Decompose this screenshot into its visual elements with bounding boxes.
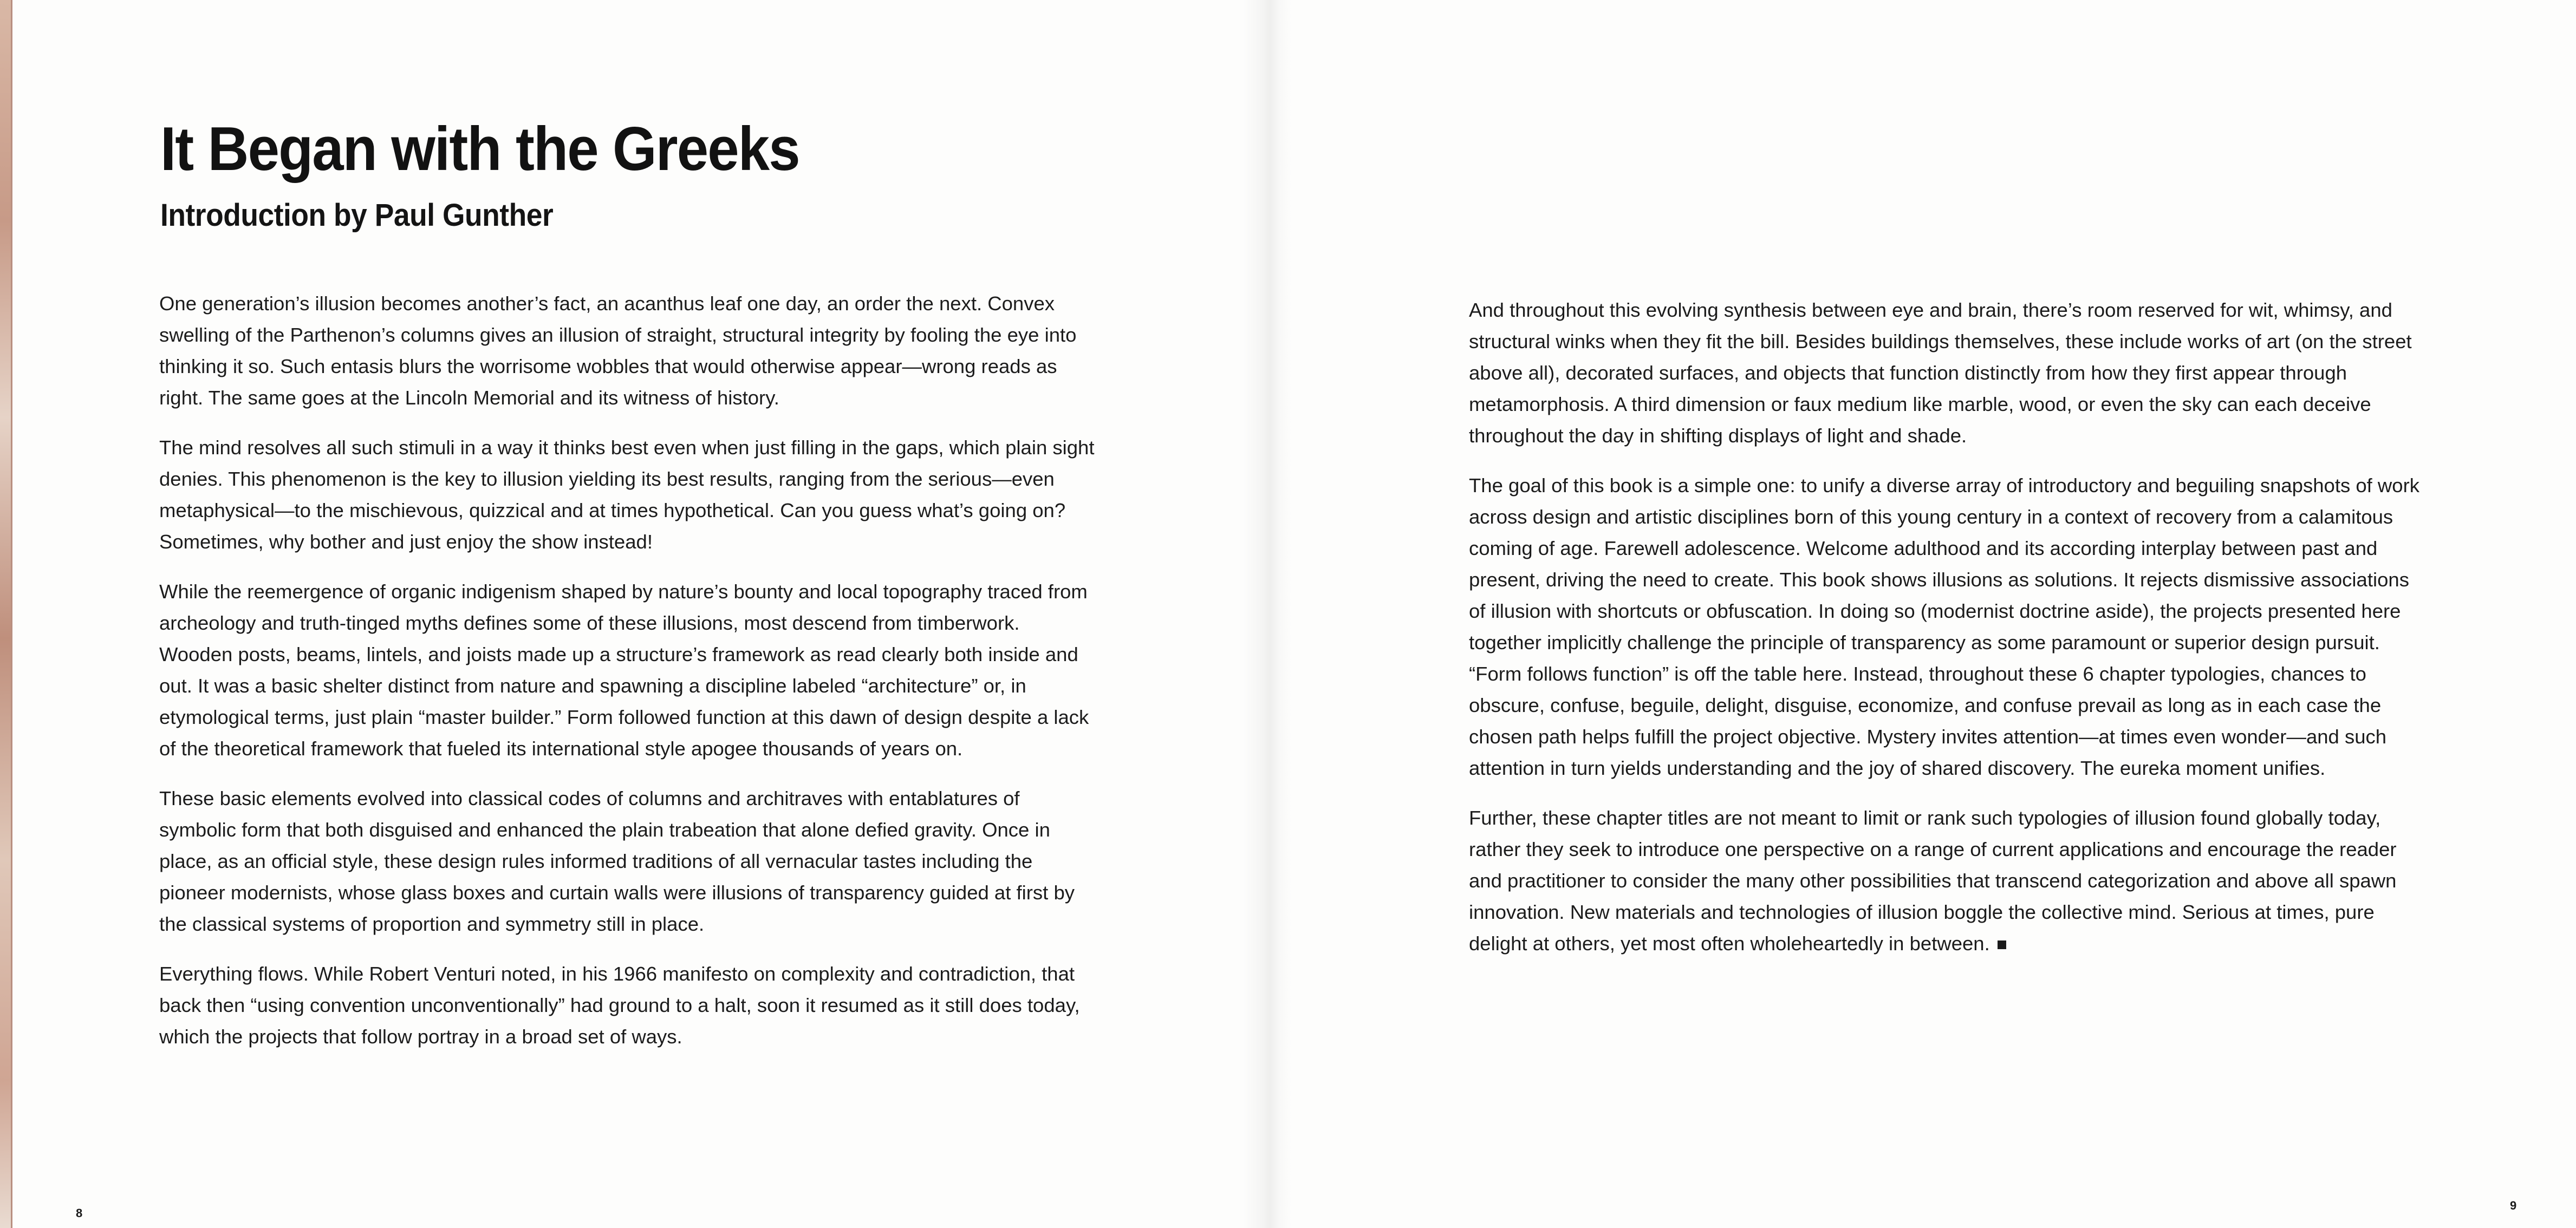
page-number-left: 8: [76, 1206, 83, 1220]
right-page: [1267, 0, 2576, 1228]
paragraph: Everything flows. While Robert Venturi noted, in his 1966 manifesto on complexity and contradiction, that back then “using convention unconventionally” had ground to a halt, soon it resumed as it still does today, which the projects that follow portray in a broad set of ways.: [159, 963, 1080, 1048]
paragraph: The goal of this book is a simple one: to unify a diverse array of introductory and beguiling snapshots of work across design and artistic disciplines born of this young century in a context of recovery from a calamitous coming of age. Farewell adolescence. Welcome adulthood and its according interplay between past and present, driving the need to create. This book shows illusions as solutions. It rejects dismissive associations of illusion with shortcuts or obfuscation. In doing so (modernist doctrine aside), the projects presented here together implicitly challenge the principle of transparency as some paramount or superior design pursuit. “Form follows function” is off the table here. Instead, throughout these 6 chapter typologies, chances to obscure, confuse, beguile, delight, disguise, economize, and confuse prevail as long as in each case the chosen path helps fulfill the project objective. Mystery invites attention—at times even wonder—and such attention in turn yields understanding and the joy of shared discovery. The eureka moment unifies.: [1469, 474, 2419, 779]
end-mark-square: [1998, 940, 2006, 949]
left-body-text: [159, 288, 1096, 1071]
paragraph: While the reemergence of organic indigenism shaped by nature’s bounty and local topography traced from archeology and truth-tinged myths defines some of these illusions, most descend from timberwork. Wooden posts, beams, lintels, and joists made up a structure’s framework as read clearly both inside and out. It was a basic shelter distinct from nature and spawning a discipline labeled “architecture” or, in etymological terms, just plain “master builder.” Form followed function at this dawn of design despite a lack of the theoretical framework that fueled its international style apogee thousands of years on.: [159, 580, 1089, 760]
paragraph-text: Further, these chapter titles are not meant to limit or rank such typologies of illusion found globally today, rather they seek to introduce one perspective on a range of current applications and encourage the reader and practitioner to consider the many other possibilities that transcend categorization and above all spawn innovation. New materials and technologies of illusion boggle the collective mind. Serious at times, pure delight at others, yet most often wholeheartedly in between.: [1469, 807, 2397, 955]
right-body-text: [1469, 295, 2422, 978]
paragraph: One generation’s illusion becomes another’s fact, an acanthus leaf one day, an order the next. Convex swelling of the Parthenon’s columns gives an illusion of straight, structural integrity by fooling the eye into thinking it so. Such entasis blurs the worrisome wobbles that would otherwise appear—wrong reads as right. The same goes at the Lincoln Memorial and its witness of history.: [159, 292, 1077, 409]
paragraph: These basic elements evolved into classical codes of columns and architraves with entablatures of symbolic form that both disguised and enhanced the plain trabeation that alone defied gravity. Once in place, as an official style, these design rules informed traditions of all vernacular tastes including the pioneer modernists, whose glass boxes and curtain walls were illusions of transparency guided at first by the classical systems of proportion and symmetry still in place.: [159, 787, 1075, 935]
paragraph-last: [1469, 802, 2422, 959]
paragraph: The mind resolves all such stimuli in a way it thinks best even when just filling in the gaps, which plain sight denies. This phenomenon is the key to illusion yielding its best results, ranging from the serious—even metaphysical—to the mischievous, quizzical and at times hypothetical. Can you guess what’s going on? Sometimes, why bother and just enjoy the show instead!: [159, 436, 1095, 553]
chapter-title: It Began with the Greeks: [160, 115, 799, 184]
paragraph: And throughout this evolving synthesis between eye and brain, there’s room reserved for wit, whimsy, and structural winks when they fit the bill. Besides buildings themselves, these include works of art (on the street above all), decorated surfaces, and objects that function distinctly from how they first appear through metamorphosis. A third dimension or faux medium like marble, wood, or even the sky can each deceive throughout the day in shifting displays of light and shade.: [1469, 299, 2412, 447]
page-number-right: 9: [2510, 1199, 2517, 1212]
chapter-subtitle: Introduction by Paul Gunther: [160, 198, 554, 233]
left-page: [0, 0, 1267, 1228]
